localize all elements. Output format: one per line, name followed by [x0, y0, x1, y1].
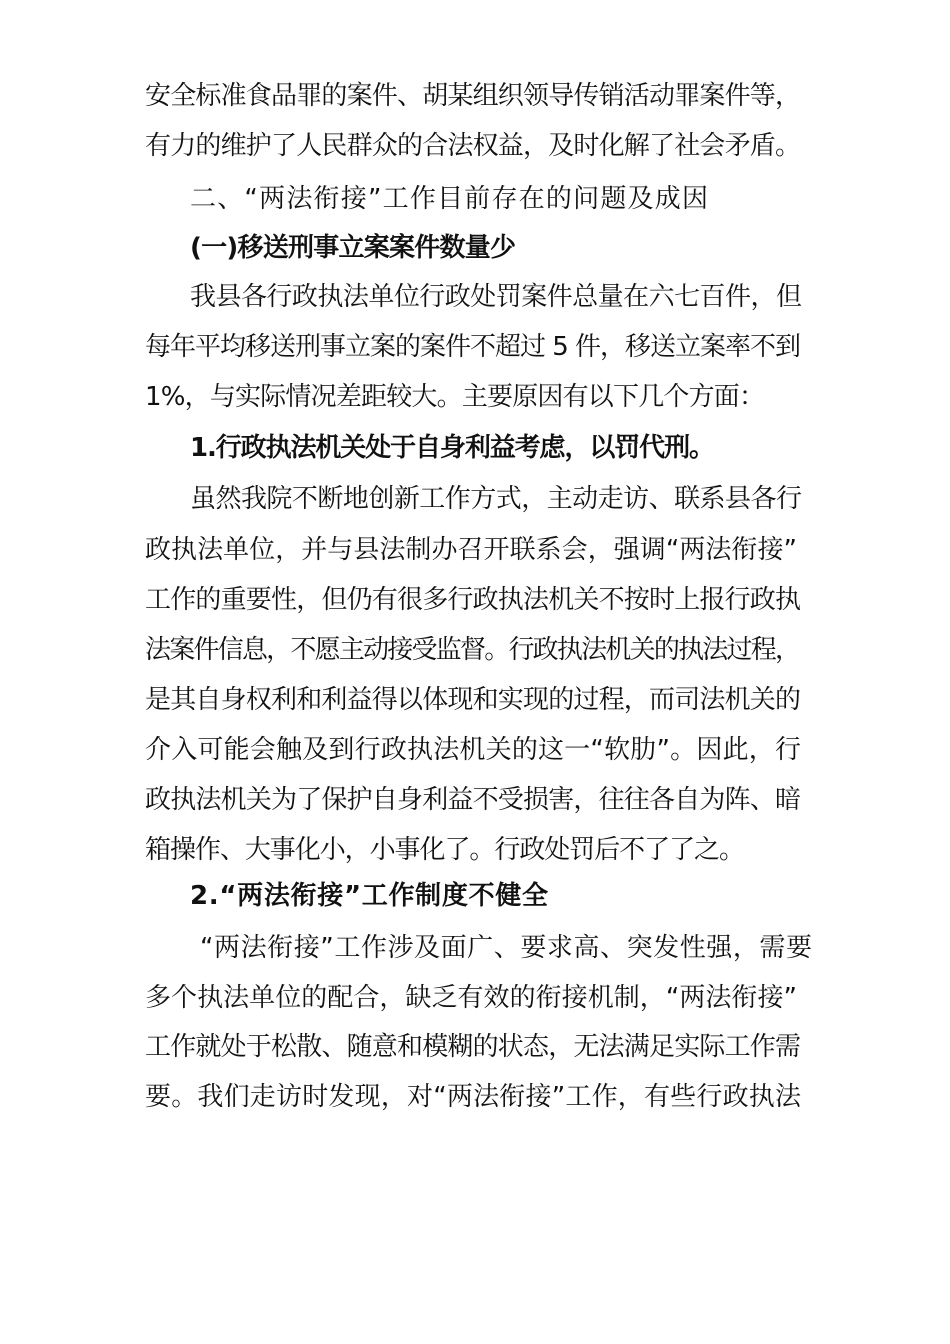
paragraph-line: 介入可能会触及到行政执法机关的这一“软肋”。因此，行: [145, 735, 802, 765]
paragraph-line: 政执法单位，并与县法制办召开联系会，强调“两法衔接”: [145, 535, 798, 565]
paragraph-line: 二、“两法衔接”工作目前存在的问题及成因: [190, 184, 710, 214]
paragraph-line: 工作的重要性，但仍有很多行政执法机关不按时上报行政执: [145, 585, 801, 615]
paragraph-line: 虽然我院不断地创新工作方式，主动走访、联系县各行: [190, 484, 802, 514]
paragraph-line: 政执法机关为了保护自身利益不受损害，往往各自为阵、暗: [145, 785, 801, 815]
paragraph-line: 1%，与实际情况差距较大。主要原因有以下几个方面：: [145, 382, 765, 412]
paragraph-line: “两法衔接”工作涉及面广、要求高、突发性强，需要: [200, 933, 813, 963]
section-heading: (一)移送刑事立案案件数量少: [190, 233, 516, 263]
paragraph-line: 工作就处于松散、随意和模糊的状态，无法满足实际工作需: [145, 1032, 801, 1062]
section-heading: 2.“两法衔接”工作制度不健全: [190, 881, 549, 911]
paragraph-line: 法案件信息，不愿主动接受监督。行政执法机关的执法过程，: [145, 635, 800, 665]
paragraph-line: 多个执法单位的配合，缺乏有效的衔接机制，“两法衔接”: [145, 983, 798, 1013]
paragraph-line: 有力的维护了人民群众的合法权益，及时化解了社会矛盾。: [145, 131, 801, 161]
paragraph-line: 要。我们走访时发现，对“两法衔接”工作，有些行政执法: [145, 1082, 802, 1112]
paragraph-line: 我县各行政执法单位行政处罚案件总量在六七百件，但: [190, 282, 802, 312]
section-heading: 1.行政执法机关处于自身利益考虑，以罚代刑。: [190, 433, 714, 463]
paragraph-line: 箱操作、大事化小，小事化了。行政处罚后不了了之。: [145, 835, 744, 865]
paragraph-line: 每年平均移送刑事立案的案件不超过 5 件，移送立案率不到: [145, 332, 800, 362]
paragraph-line: 是其自身权利和利益得以体现和实现的过程，而司法机关的: [145, 685, 801, 715]
paragraph-line: 安全标准食品罪的案件、胡某组织领导传销活动罪案件等，: [145, 81, 801, 111]
